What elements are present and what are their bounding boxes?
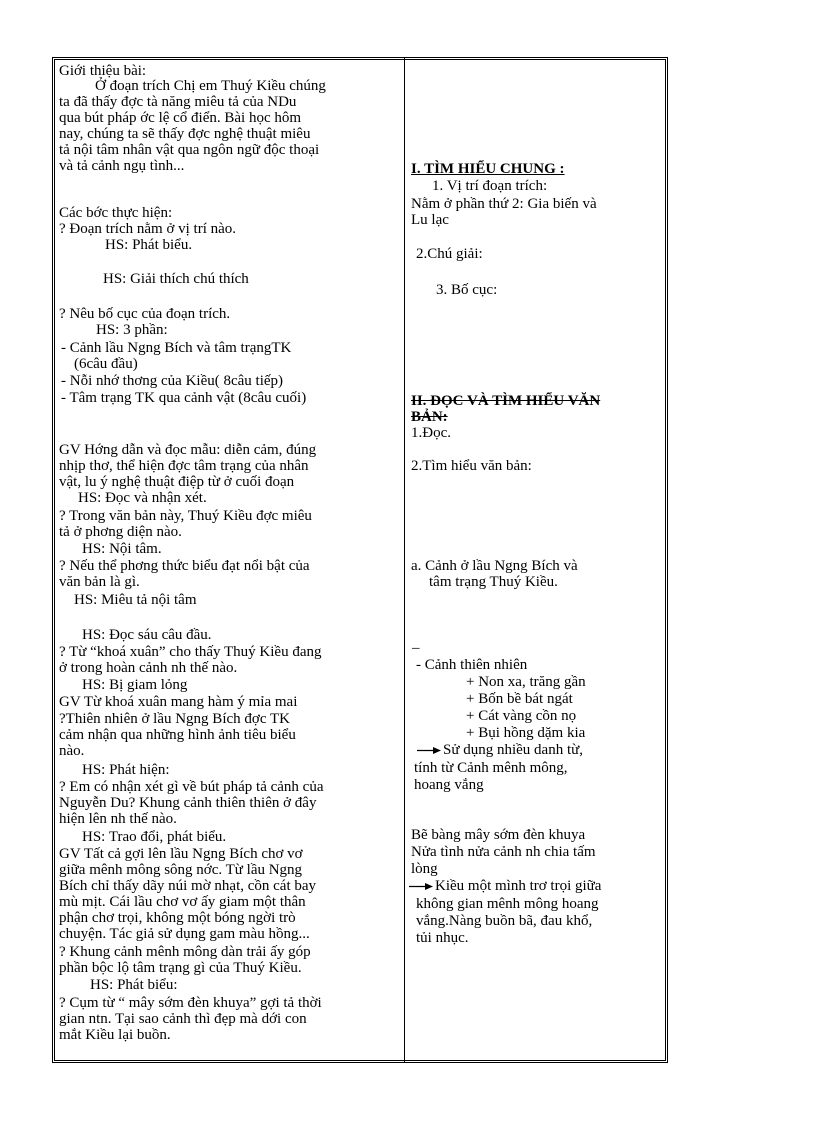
question: ?Thiên nhiên ở lầu Ngng Bích đợc TK (59, 711, 290, 727)
nature-item: + Cát vàng cồn nọ (466, 708, 577, 724)
intro-line: ta đã thấy đợc tà năng miêu tả của NDu (59, 94, 297, 110)
intro-line: tả nội tâm nhân vật qua ngôn ngữ độc thoại (59, 142, 320, 158)
teacher-note: phận chơ trọi, không một bóng ngời trò (59, 910, 296, 926)
intro-line: Ở đoạn trích Chị em Thuý Kiều chúng (95, 78, 326, 94)
verse-line: Bẽ bàng mây sớm đèn khuya (411, 827, 586, 843)
teacher-note: mù mịt. Cái lầu chơ vơ ấy giam một thân (59, 894, 306, 910)
nature-item: + Bụi hồng dặm kia (466, 725, 586, 741)
teacher-note: giữa mênh mông sông nớc. Từ lầu Ngng (59, 862, 303, 878)
student-answer: HS: Giải thích chú thích (103, 271, 249, 287)
verse-line: lòng (411, 861, 438, 877)
section-heading: I. TÌM HIỂU CHUNG : (411, 161, 565, 177)
body-text: không gian mênh mông hoang (416, 896, 599, 912)
arrow-right-icon (409, 882, 433, 891)
student-answer: HS: Trao đổi, phát biểu. (82, 829, 227, 845)
arrow-note (417, 742, 583, 758)
question: ở trong hoàn cảnh nh thế nào. (59, 660, 238, 676)
verse-line: Nửa tình nửa cảnh nh chia tấm (411, 844, 596, 860)
nature-heading: - Cảnh thiên nhiên (416, 657, 528, 673)
teacher-note: Bích chỉ thấy dãy núi mờ nhạt, cồn cát bay (59, 878, 317, 894)
question: mắt Kiều lại buồn. (59, 1027, 171, 1043)
question: tả ở phơng diện nào. (59, 524, 182, 540)
section-heading: BẢN: (411, 409, 448, 425)
question: gian ntn. Tại sao cảnh thì đẹp mà dới con (59, 1011, 307, 1027)
question: cảm nhận qua những hình ảnh tiêu biểu (59, 727, 296, 743)
nature-item: + Bốn bề bát ngát (466, 691, 573, 707)
student-answer: HS: 3 phần: (96, 322, 168, 338)
question: ? Đoạn trích nằm ở vị trí nào. (59, 221, 237, 237)
body-text: Lu lạc (411, 212, 449, 228)
student-answer: HS: Đọc sáu câu đầu. (82, 627, 212, 643)
student-answer: HS: Phát hiện: (82, 762, 170, 778)
question: nào. (59, 743, 85, 759)
student-answer: HS: Phát biểu. (105, 237, 193, 253)
body-text: tính từ Cảnh mênh mông, (414, 760, 568, 776)
subsection-heading: 1. Vị trí đoạn trích: (432, 178, 548, 194)
question: Nguyễn Du? Khung cảnh thiên thiên ở đây (59, 795, 317, 811)
arrow-note-text: Sử dụng nhiều danh từ, (443, 742, 584, 758)
question: phần bộc lộ tâm trạng gì của Thuý Kiều. (59, 960, 302, 976)
arrow-note (409, 878, 601, 894)
question: ? Em có nhận xét gì về bút pháp tả cảnh của (59, 779, 324, 795)
column-divider (404, 57, 405, 1063)
body-text: tủi nhục. (416, 930, 469, 946)
student-answer: HS: Phát biểu: (90, 977, 178, 993)
arrow-note-text: Kiều một mình trơ trọi giữa (435, 878, 602, 894)
question: văn bản là gì. (59, 574, 140, 590)
student-answer: HS: Bị giam lỏng (82, 677, 188, 693)
intro-heading: Giới thiệu bài: (59, 63, 147, 79)
subsection-heading: 2.Chú giải: (416, 246, 483, 262)
arrow-right-icon (417, 746, 441, 755)
section-heading: II. ĐỌC VÀ TÌM HIỂU VĂN (411, 393, 601, 409)
student-answer: HS: Đọc và nhận xét. (78, 490, 207, 506)
body-text: hoang vắng (414, 777, 484, 793)
question: ? Trong văn bản này, Thuý Kiều đợc miêu (59, 508, 312, 524)
subsection-heading: tâm trạng Thuý Kiều. (429, 574, 558, 590)
part-item: - Tâm trạng TK qua cảnh vật (8câu cuối) (61, 390, 307, 406)
teacher-note: chuyện. Tác giả sử dụng gam màu hồng... (59, 926, 310, 942)
teacher-note: nhịp thơ, thể hiện đợc tâm trạng của nhân (59, 458, 309, 474)
body-text: Nằm ở phần thứ 2: Gia biến và (411, 196, 597, 212)
question: ? Nếu thể phơng thức biểu đạt nổi bật của (59, 558, 310, 574)
teacher-note: GV Hớng dẫn và đọc mẫu: diễn cảm, đúng (59, 442, 317, 458)
intro-line: nay, chúng ta sẽ thấy đợc nghệ thuật miêu (59, 126, 311, 142)
teacher-note: GV Tất cả gợi lên lầu Ngng Bích chơ vơ (59, 846, 303, 862)
part-item: (6câu đầu) (74, 356, 138, 372)
subsection-heading: a. Cảnh ở lầu Ngng Bích và (411, 558, 578, 574)
steps-heading: Các bớc thực hiện: (59, 205, 173, 221)
intro-line: qua bút pháp ớc lệ cổ điển. Bài học hôm (59, 110, 302, 126)
intro-line: và tả cảnh ngụ tình... (59, 158, 185, 174)
part-item: - Nỗi nhớ thơng của Kiều( 8câu tiếp) (61, 373, 284, 389)
teacher-note: GV Từ khoá xuân mang hàm ý mỉa mai (59, 694, 298, 710)
dash-mark: – (412, 640, 420, 656)
subsection-heading: 1.Đọc. (411, 425, 451, 441)
question: hiện lên nh thế nào. (59, 811, 177, 827)
question: ? Nêu bố cục của đoạn trích. (59, 306, 231, 322)
body-text: vắng.Nàng buồn bã, đau khổ, (416, 913, 593, 929)
part-item: - Cảnh lầu Ngng Bích và tâm trạngTK (61, 340, 292, 356)
teacher-note: vật, lu ý nghệ thuật điệp từ ở cuối đoạn (59, 474, 295, 490)
student-answer: HS: Miêu tả nội tâm (74, 592, 197, 608)
student-answer: HS: Nội tâm. (82, 541, 162, 557)
subsection-heading: 2.Tìm hiểu văn bản: (411, 458, 532, 474)
question: ? Khung cảnh mênh mông dàn trải ấy góp (59, 944, 311, 960)
question: ? Từ “khoá xuân” cho thấy Thuý Kiều đang (59, 644, 322, 660)
subsection-heading: 3. Bố cục: (436, 282, 498, 298)
nature-item: + Non xa, trăng gần (466, 674, 586, 690)
question: ? Cụm từ “ mây sớm đèn khuya” gợi tả thời (59, 995, 322, 1011)
